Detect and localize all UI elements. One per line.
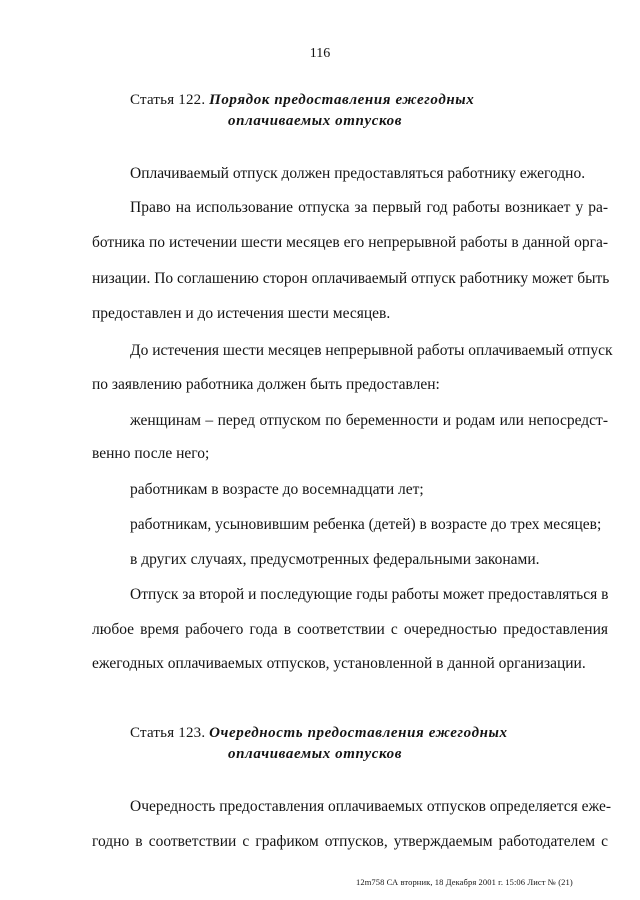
article-122-title-line1: Порядок предоставления ежегодных — [209, 92, 475, 108]
article-122-title-line2: оплачиваемых отпусков — [228, 113, 403, 129]
page-number: 116 — [309, 46, 331, 61]
text-line: До истечения шести месяцев непрерывной работы оплачиваемый отпуск — [130, 342, 613, 359]
article-123-title-line1: Очередность предоставления ежегодных — [209, 725, 508, 741]
text-line: венно после него; — [92, 445, 210, 462]
text-line: работникам, усыновившим ребенка (детей) в возрасте до трех месяцев; — [130, 516, 602, 533]
text-line: по заявлению работника должен быть предоставлен: — [92, 376, 440, 393]
text-line: низации. По соглашению сторон оплачиваемый отпуск работнику может быть — [92, 270, 610, 287]
text-line: Очередность предоставления оплачиваемых отпусков определяется еже- — [130, 798, 612, 815]
text-line: Оплачиваемый отпуск должен предоставляться работнику ежегодно. — [130, 165, 586, 182]
article-123-title-line2: оплачиваемых отпусков — [228, 746, 403, 762]
text-line: любое время рабочего года в соответствии с очередностью предоставления — [92, 621, 608, 638]
text-line: Право на использование отпуска за первый год работы возникает у ра- — [130, 199, 608, 216]
text-line: в других случаях, предусмотренных федеральными законами. — [130, 551, 540, 568]
text-line: женщинам – перед отпуском по беременности и родам или непосредст- — [130, 412, 608, 429]
article-122-label: Статья 122. — [130, 92, 206, 108]
page-footer: 12m758 СА вторник, 18 Декабря 2001 г. 15:06 Лист № (21) — [356, 877, 573, 887]
text-line: предоставлен и до истечения шести месяцев. — [92, 305, 391, 322]
article-123-heading — [130, 723, 508, 765]
text-line: ботника по истечении шести месяцев его непрерывной работы в данной орга- — [92, 234, 608, 251]
article-123-label: Статья 123. — [130, 725, 206, 741]
text-line: годно в соответствии с графиком отпусков, утверждаемым работодателем с — [92, 833, 608, 850]
text-line: ежегодных оплачиваемых отпусков, установленной в данной организации. — [92, 655, 586, 672]
text-line: Отпуск за второй и последующие годы работы может предоставляться в — [130, 586, 609, 603]
text-line: работникам в возрасте до восемнадцати лет; — [130, 481, 424, 498]
article-122-heading — [130, 90, 474, 132]
